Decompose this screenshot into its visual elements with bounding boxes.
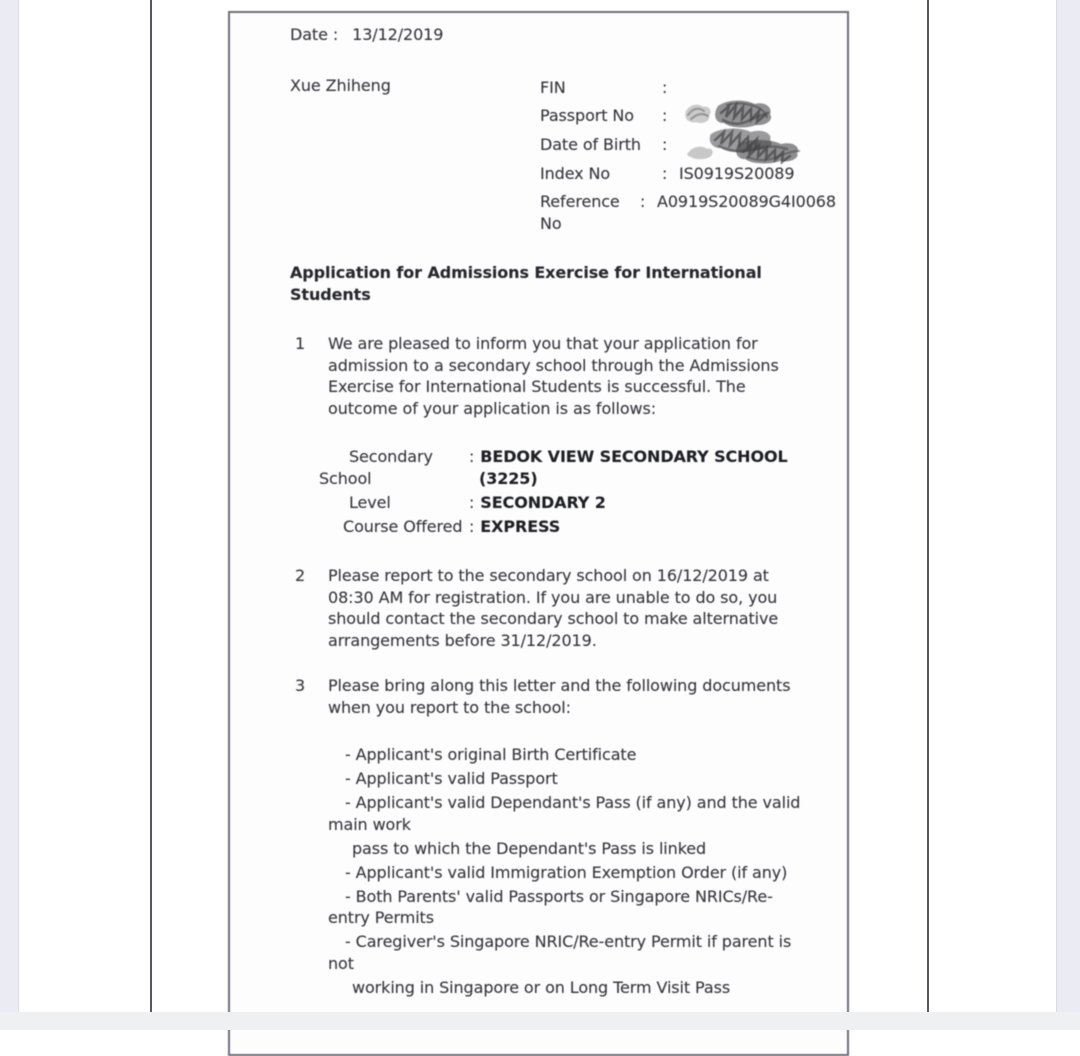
field-colon: :: [662, 106, 668, 125]
document-list-item: - Applicant's valid Dependant's Pass (if any) and the valid: [345, 793, 801, 812]
heading-line: Students: [290, 284, 371, 304]
paragraph-number: 3: [295, 676, 306, 695]
document-list-item-continuation: entry Permits: [328, 908, 434, 927]
paragraph-1: [290, 333, 845, 419]
paragraph-number: 2: [295, 566, 306, 585]
detail-value-text: EXPRESS: [480, 516, 561, 536]
document-list-item: - Applicant's valid Immigration Exemption Order (if any): [345, 862, 788, 882]
detail-label: [319, 516, 469, 538]
detail-label: [319, 446, 469, 489]
field-row-reference: [540, 184, 845, 234]
paragraph-number: 1: [295, 334, 306, 353]
document-list-item-continuation: pass to which the Dependant's Pass is linked: [352, 838, 707, 858]
document-list-item-continuation: not: [328, 953, 354, 973]
field-value: A0919S20089G4I0068: [657, 192, 836, 211]
bottom-edge-band: [0, 1012, 1080, 1030]
field-label: Date of Birth: [540, 134, 641, 154]
detail-value-text: (3225): [479, 468, 538, 488]
document-list-item-continuation: working in Singapore or on Long Term Visit Pass: [352, 977, 731, 997]
page-edge-left: [0, 0, 19, 1030]
date-value: 13/12/2019: [352, 25, 444, 44]
detail-value: [469, 492, 606, 514]
field-label: Passport No: [540, 106, 634, 125]
paragraph-line: Exercise for International Students is successful. The: [328, 377, 746, 396]
letter-date-row: [290, 24, 845, 46]
detail-value-text: SECONDARY 2: [480, 492, 606, 512]
paragraph-line: We are pleased to inform you that your application for: [328, 334, 758, 353]
paragraph-line: when you report to the school:: [328, 697, 571, 717]
paragraph-text: [328, 565, 778, 651]
document-list-item-continuation: main work: [328, 814, 411, 834]
field-row-passport: [540, 98, 845, 127]
field-colon: :: [662, 77, 668, 97]
paragraph-line: Please report to the secondary school on 16/12/2019 at: [328, 566, 769, 585]
field-label: [540, 191, 640, 234]
page-edge-right: [1056, 0, 1080, 1030]
background-rule-left: [150, 0, 152, 1012]
field-colon: :: [662, 163, 668, 183]
letter-document: [228, 11, 849, 1056]
paragraph-line: should contact the secondary school to make alternative: [328, 609, 779, 628]
document-list-item: - Applicant's valid Passport: [345, 769, 558, 788]
date-label: Date :: [290, 25, 339, 44]
field-label-line: No: [540, 213, 562, 233]
detail-label-line: School: [319, 468, 372, 488]
field-label: FIN: [540, 77, 566, 97]
document-list-item: - Caregiver's Singapore NRIC/Re-entry Permit if parent is: [345, 932, 792, 951]
detail-row-secondary-school: [319, 446, 845, 489]
header-fields-table: [540, 77, 845, 235]
field-row-dob: [540, 127, 845, 156]
detail-label-line: Level: [349, 492, 391, 512]
background-rule-right: [927, 0, 929, 1012]
paragraph-3: [290, 675, 845, 718]
heading-line: Application for Admissions Exercise for International: [290, 263, 762, 282]
detail-colon: :: [469, 492, 475, 512]
detail-row-level: [319, 492, 845, 514]
field-label: Index No: [540, 163, 611, 183]
detail-row-course: [319, 516, 845, 538]
addressee-name: Xue Zhiheng: [290, 75, 391, 95]
addressee-block: [290, 77, 845, 235]
paragraph-line: Please bring along this letter and the following documents: [328, 676, 791, 695]
document-list-item: - Applicant's original Birth Certificate: [345, 745, 637, 764]
detail-value: [469, 446, 788, 489]
paragraph-text: [328, 333, 779, 419]
field-value: [679, 134, 805, 156]
field-value: IS0919S20089: [679, 163, 795, 183]
paragraph-line: outcome of your application is as follows:: [328, 398, 657, 418]
detail-label-line: Course Offered: [343, 516, 463, 536]
field-colon: :: [640, 192, 646, 211]
detail-label: [319, 492, 469, 514]
detail-value: [469, 516, 560, 538]
paragraph-text: [328, 675, 790, 718]
detail-label-line: Secondary: [349, 447, 433, 466]
field-row-fin: [540, 77, 845, 99]
detail-colon: :: [469, 516, 475, 536]
paragraph-line: 08:30 AM for registration. If you are unable to do so, you: [328, 587, 778, 607]
paragraph-line: arrangements before 31/12/2019.: [328, 630, 597, 650]
school-details-block: [319, 446, 845, 537]
field-colon: :: [662, 134, 668, 154]
detail-value-text: BEDOK VIEW SECONDARY SCHOOL: [480, 447, 788, 466]
paragraph-line: admission to a secondary school through the Admissions: [328, 355, 779, 375]
paragraph-2: [290, 565, 845, 651]
document-list-item: - Both Parents' valid Passports or Singapore NRICs/Re-: [345, 886, 773, 906]
field-label-line: Reference: [540, 192, 620, 211]
detail-colon: :: [469, 447, 475, 466]
required-documents-list: [328, 744, 845, 998]
letter-heading: [290, 262, 845, 305]
field-value: [679, 105, 779, 127]
redaction-scribble: [683, 126, 805, 166]
